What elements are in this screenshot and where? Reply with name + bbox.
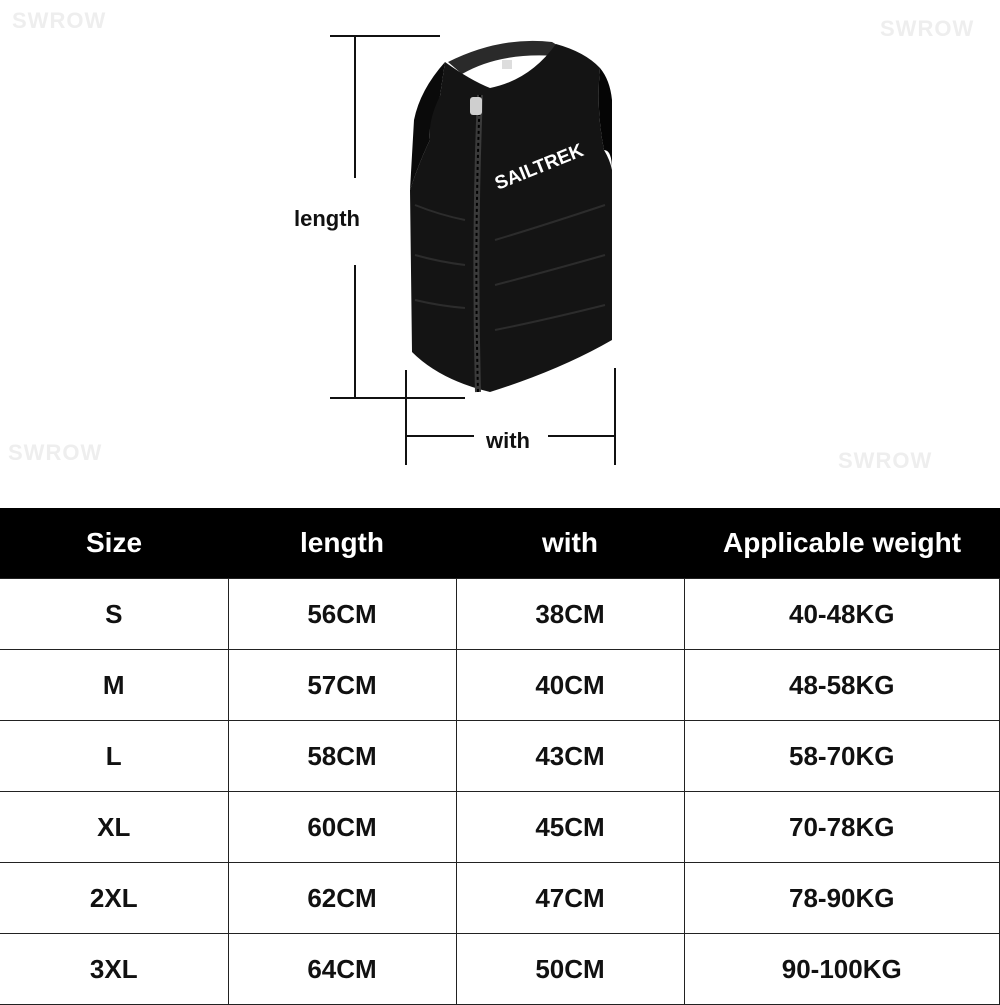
- header-applicable-weight: Applicable weight: [684, 508, 1000, 579]
- table-row: [0, 579, 1000, 650]
- watermark: SWROW: [8, 440, 103, 465]
- header-size: Size: [0, 508, 228, 579]
- brand-logo: SAILTREK: [492, 140, 587, 195]
- cell-weight: 70-78KG: [684, 792, 1000, 863]
- product-diagram: [0, 0, 1000, 500]
- watermark: SWROW: [880, 16, 975, 41]
- header-width: with: [456, 508, 684, 579]
- cell-weight: 40-48KG: [684, 579, 1000, 650]
- width-label: with: [486, 428, 530, 453]
- cell-size: S: [0, 579, 228, 650]
- watermark: SWROW: [838, 448, 933, 473]
- table-row: [0, 934, 1000, 1005]
- cell-size: 3XL: [0, 934, 228, 1005]
- cell-length: 58CM: [228, 721, 456, 792]
- cell-size: L: [0, 721, 228, 792]
- cell-weight: 58-70KG: [684, 721, 1000, 792]
- cell-weight: 78-90KG: [684, 863, 1000, 934]
- cell-length: 62CM: [228, 863, 456, 934]
- cell-weight: 48-58KG: [684, 650, 1000, 721]
- cell-length: 56CM: [228, 579, 456, 650]
- watermark: SWROW: [12, 8, 107, 33]
- vest-illustration: [0, 0, 1000, 500]
- cell-width: 43CM: [456, 721, 684, 792]
- cell-width: 47CM: [456, 863, 684, 934]
- cell-size: 2XL: [0, 863, 228, 934]
- cell-weight: 90-100KG: [684, 934, 1000, 1005]
- cell-length: 64CM: [228, 934, 456, 1005]
- cell-width: 50CM: [456, 934, 684, 1005]
- cell-width: 45CM: [456, 792, 684, 863]
- table-row: [0, 863, 1000, 934]
- table-row: [0, 721, 1000, 792]
- cell-width: 38CM: [456, 579, 684, 650]
- table-row: [0, 792, 1000, 863]
- size-chart-table: [0, 508, 1000, 1005]
- length-label: length: [294, 206, 360, 231]
- vest-icon: [410, 41, 612, 392]
- cell-width: 40CM: [456, 650, 684, 721]
- header-length: length: [228, 508, 456, 579]
- table-row: [0, 650, 1000, 721]
- cell-length: 60CM: [228, 792, 456, 863]
- cell-size: XL: [0, 792, 228, 863]
- zipper-pull-icon: [470, 97, 482, 115]
- table-header-row: [0, 508, 1000, 579]
- cell-size: M: [0, 650, 228, 721]
- cell-length: 57CM: [228, 650, 456, 721]
